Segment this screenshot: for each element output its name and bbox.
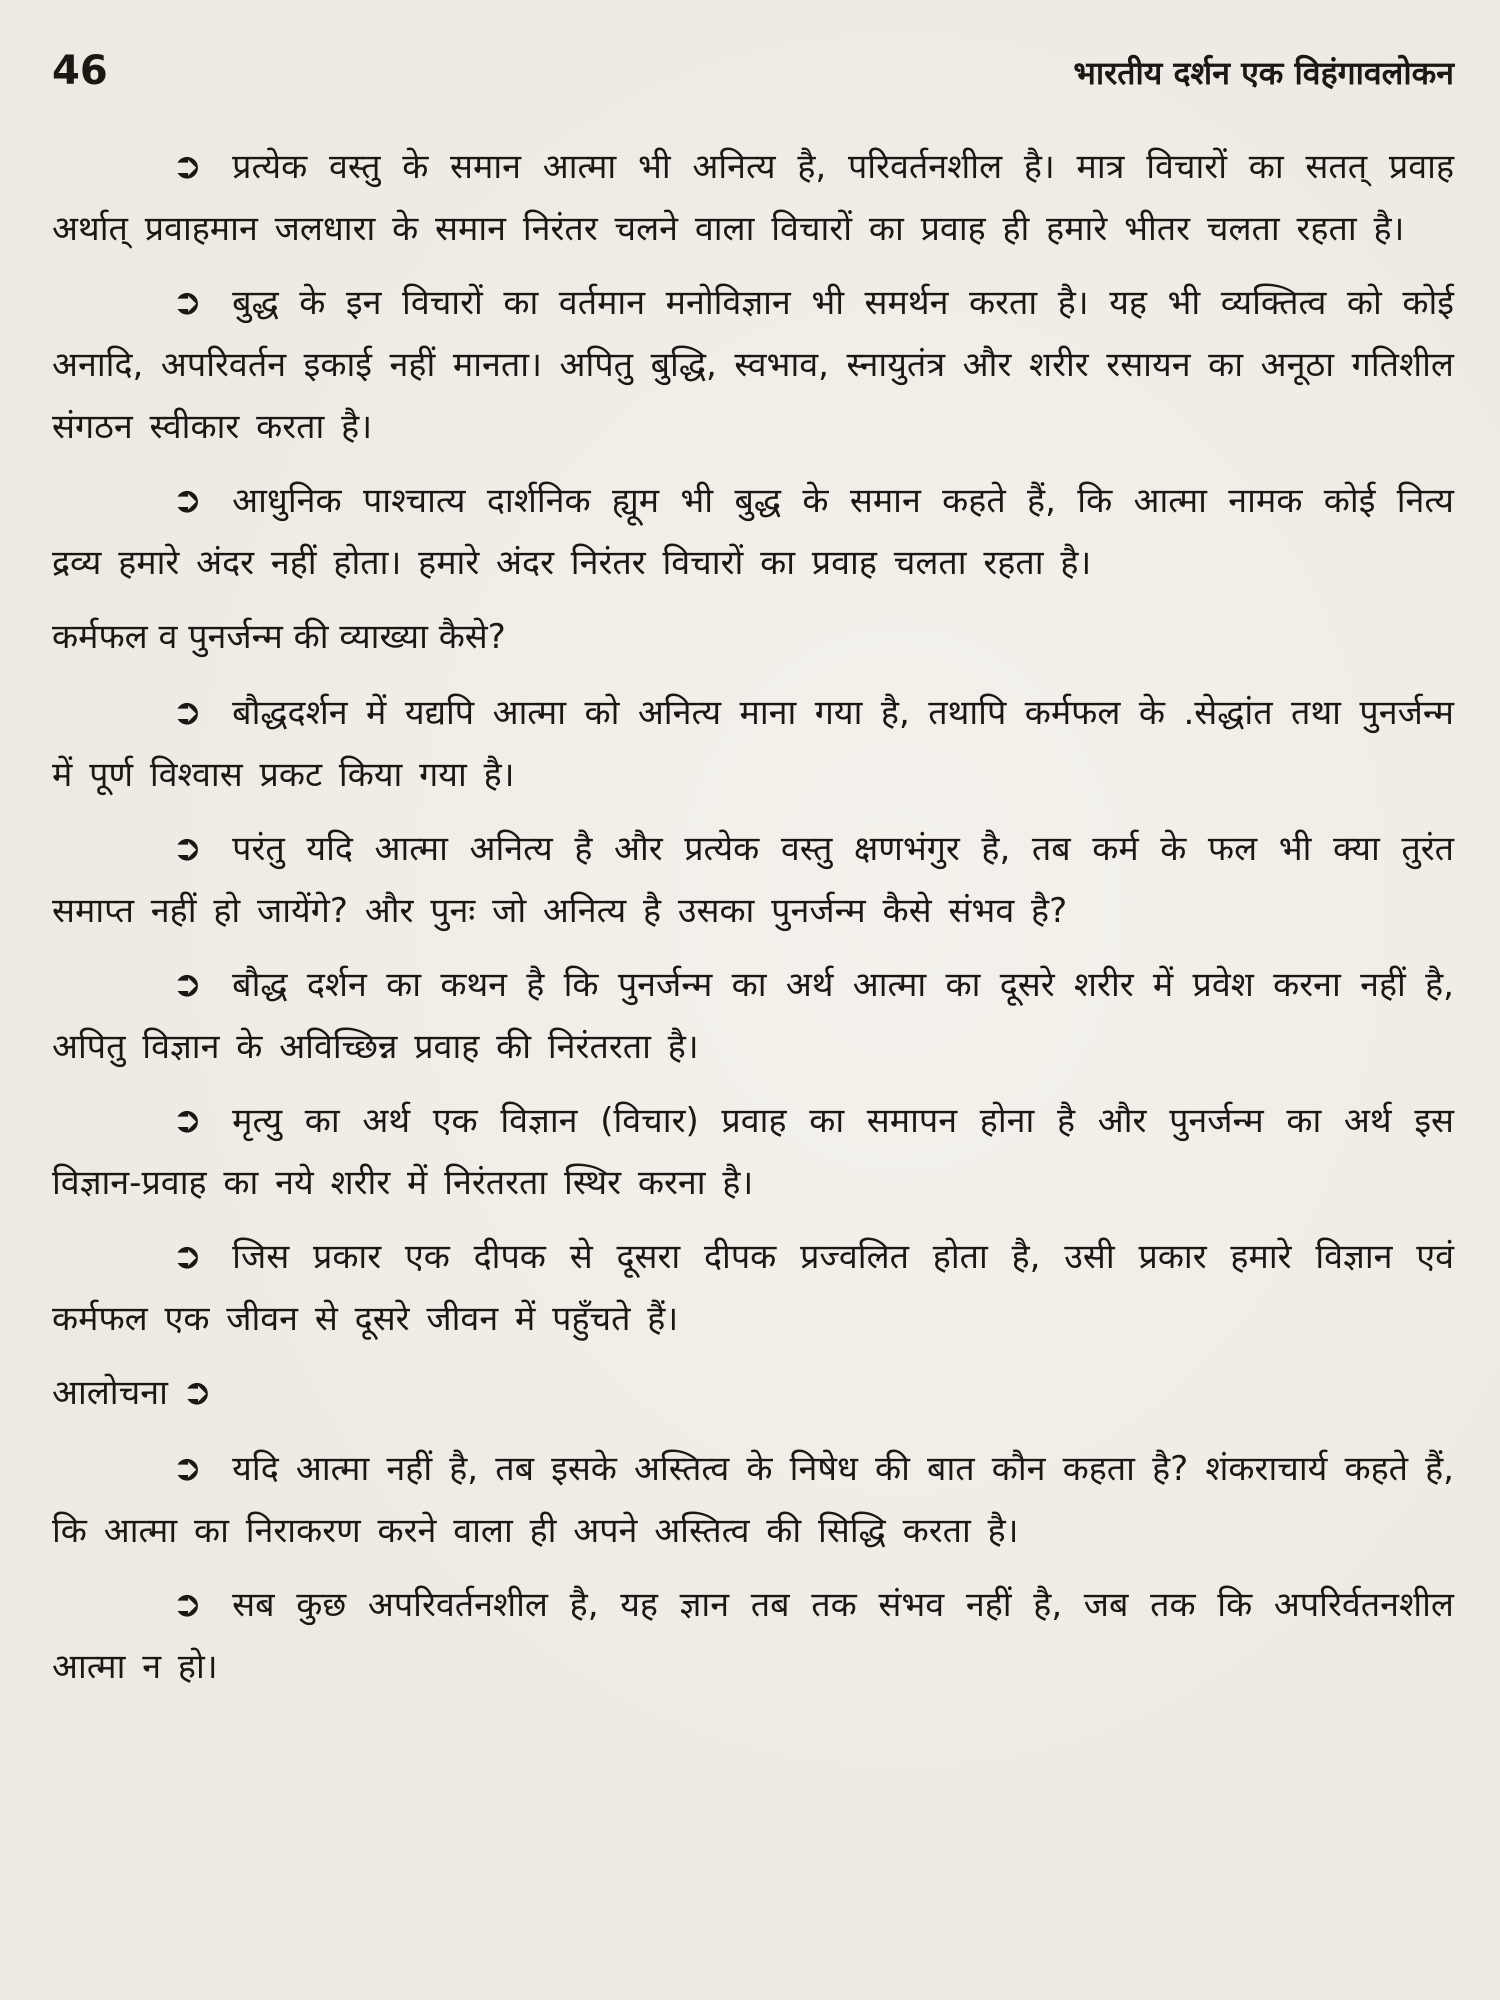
paragraph-text: परंतु यदि आत्मा अनित्य है और प्रत्येक वस्तु क्षणभंगुर है, तब कर्म के फल भी क्या तुरंत समाप्त नहीं हो जायेंगे? और पुनः जो अनित्य है उसका पुनर्जन्म कैसे संभव है?: [52, 829, 1454, 931]
paragraph: [52, 818, 1454, 942]
paragraph: [52, 1226, 1454, 1350]
paragraph: [52, 954, 1454, 1078]
section-heading-karmaphal: [52, 606, 1454, 668]
arrow-bullet-icon: ➲: [172, 282, 203, 323]
paragraph: [52, 682, 1454, 806]
page-number: 46: [52, 48, 108, 94]
arrow-bullet-icon: ➲: [172, 1236, 203, 1277]
section-heading-criticism: [52, 1362, 1454, 1424]
arrow-bullet-icon: ➲: [172, 692, 203, 733]
paragraph-text: बौद्धदर्शन में यद्यपि आत्मा को अनित्य माना गया है, तथापि कर्मफल के .सेद्धांत तथा पुनर्जन्म में पूर्ण विश्वास प्रकट किया गया है।: [52, 693, 1454, 795]
page-header: [52, 48, 1454, 118]
running-title: भारतीय दर्शन एक विहंगावलोकन: [1073, 54, 1454, 92]
paragraph-text: बौद्ध दर्शन का कथन है कि पुनर्जन्म का अर्थ आत्मा का दूसरे शरीर में प्रवेश करना नहीं है, अपितु विज्ञान के अविच्छिन्न प्रवाह की निरंतरता है।: [52, 965, 1454, 1067]
paragraph-text: जिस प्रकार एक दीपक से दूसरा दीपक प्रज्वलित होता है, उसी प्रकार हमारे विज्ञान एवं कर्मफल एक जीवन से दूसरे जीवन में पहुँचते हैं।: [52, 1237, 1454, 1339]
paragraph-text: प्रत्येक वस्तु के समान आत्मा भी अनित्य है, परिवर्तनशील है। मात्र विचारों का सतत् प्रवाह अर्थात् प्रवाहमान जलधारा के समान निरंतर चलने वाला विचारों का प्रवाह ही हमारे भीतर चलता रहता है।: [52, 147, 1454, 249]
paragraph-text: मृत्यु का अर्थ एक विज्ञान (विचार) प्रवाह का समापन होना है और पुनर्जन्म का अर्थ इस विज्ञान-प्रवाह का नये शरीर में निरंतरता स्थिर करना है।: [52, 1101, 1454, 1203]
arrow-bullet-icon: ➲: [172, 480, 203, 521]
paragraph: [52, 1574, 1454, 1698]
paragraph-text: आधुनिक पाश्चात्य दार्शनिक ह्यूम भी बुद्ध के समान कहते हैं, कि आत्मा नामक कोई नित्य द्रव्य हमारे अंदर नहीं होता। हमारे अंदर निरंतर विचारों का प्रवाह चलता रहता है।: [52, 481, 1454, 583]
paragraph: [52, 1438, 1454, 1562]
page-content: [52, 136, 1454, 1698]
paragraph: [52, 272, 1454, 458]
paragraph-text: सब कुछ अपरिवर्तनशील है, यह ज्ञान तब तक संभव नहीं है, जब तक कि अपरिर्वतनशील आत्मा न हो।: [52, 1585, 1454, 1687]
arrow-bullet-icon: ➲: [181, 1372, 213, 1413]
paragraph-text: बुद्ध के इन विचारों का वर्तमान मनोविज्ञान भी समर्थन करता है। यह भी व्यक्तित्व को कोई अनादि, अपरिवर्तन इकाई नहीं मानता। अपितु बुद्धि, स्वभाव, स्नायुतंत्र और शरीर रसायन का अनूठा गतिशील संगठन स्वीकार करता है।: [52, 283, 1454, 447]
arrow-bullet-icon: ➲: [172, 146, 203, 187]
section-heading-text: कर्मफल व पुनर्जन्म की व्याख्या कैसे?: [52, 617, 506, 657]
paragraph: [52, 470, 1454, 594]
paragraph: [52, 1090, 1454, 1214]
paragraph-text: यदि आत्मा नहीं है, तब इसके अस्तित्व के निषेध की बात कौन कहता है? शंकराचार्य कहते हैं, कि आत्मा का निराकरण करने वाला ही अपने अस्तित्व की सिद्धि करता है।: [52, 1449, 1454, 1551]
arrow-bullet-icon: ➲: [172, 1100, 203, 1141]
arrow-bullet-icon: ➲: [172, 1584, 203, 1625]
arrow-bullet-icon: ➲: [172, 828, 203, 869]
section-heading-text: आलोचना: [52, 1373, 168, 1413]
arrow-bullet-icon: ➲: [172, 964, 203, 1005]
arrow-bullet-icon: ➲: [172, 1448, 203, 1489]
paragraph: [52, 136, 1454, 260]
